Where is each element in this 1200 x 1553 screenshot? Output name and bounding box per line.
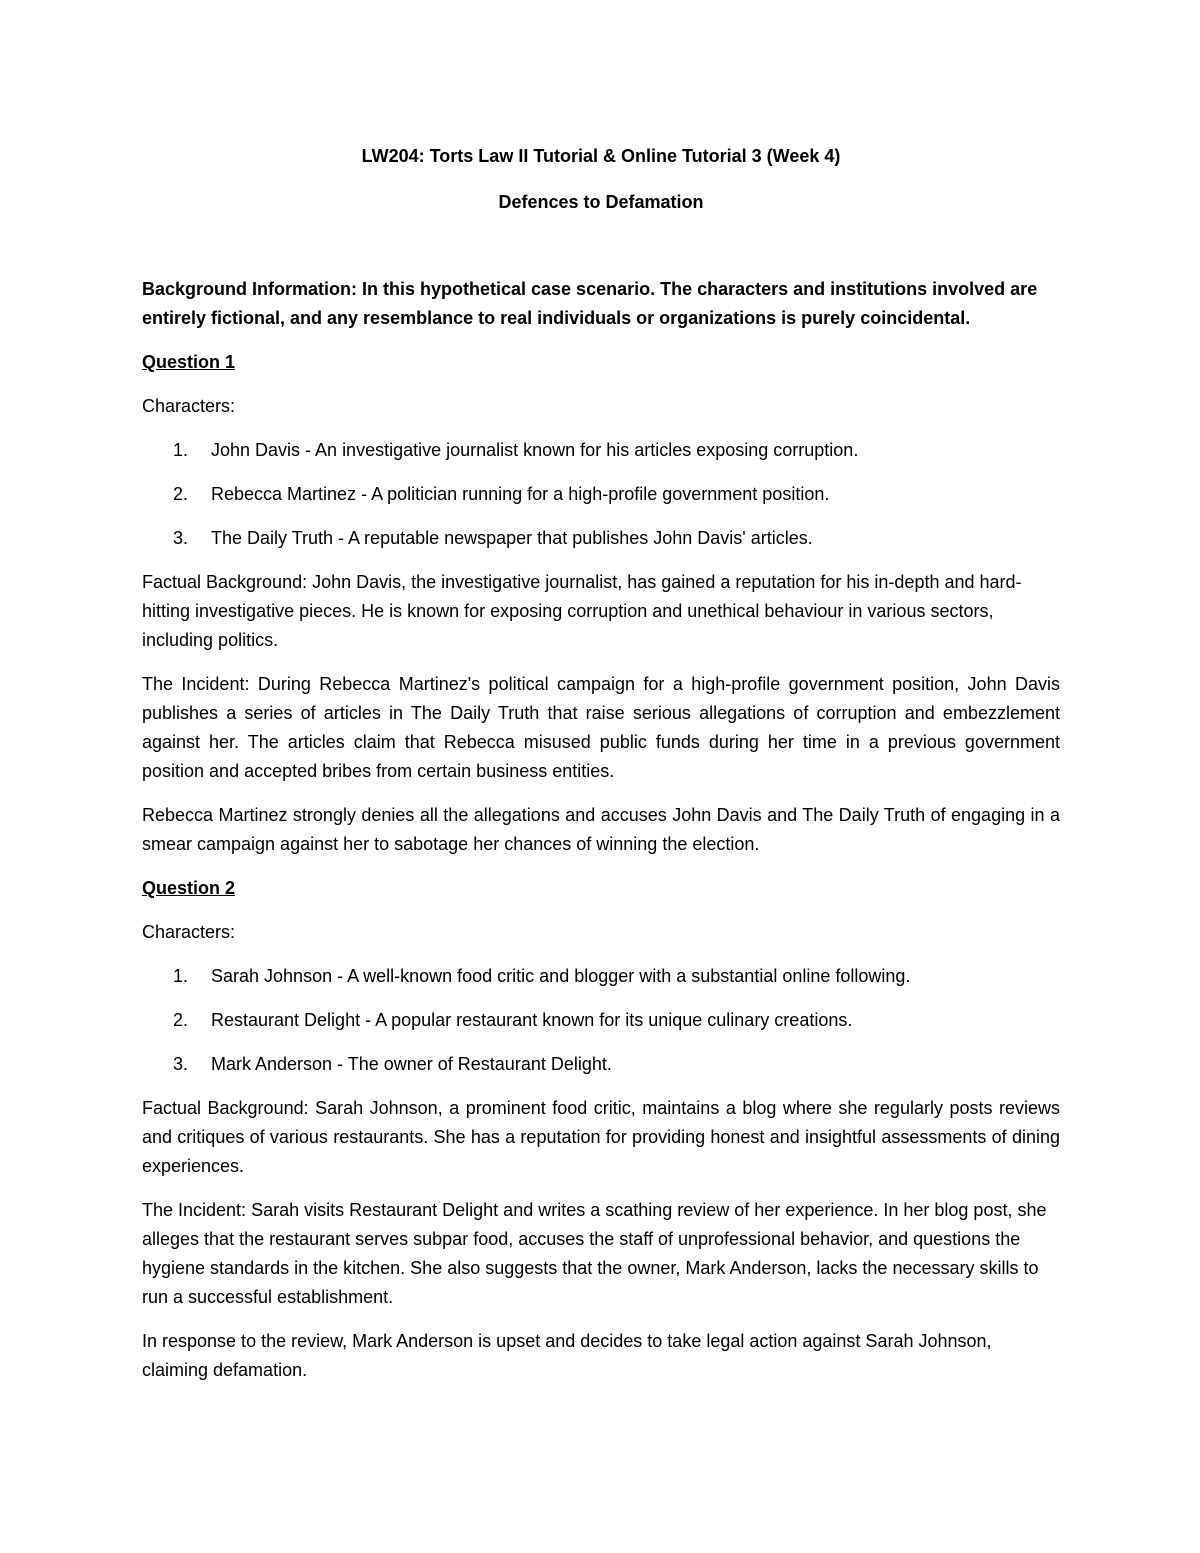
question-2-incident: The Incident: Sarah visits Restaurant Delight and writes a scathing review of her experience. In her blog post, she alleges that the restaurant serves subpar food, accuses the staff of unprofessional behavior, and questions the hygiene standards in the kitchen. She also suggests that the owner, Mark Anderson, lacks the necessary skills to run a successful establishment. — [142, 1200, 1047, 1307]
list-item-text: Mark Anderson - The owner of Restaurant Delight. — [211, 1054, 612, 1074]
question-2-characters-label: Characters: — [142, 922, 236, 942]
question-1-incident: The Incident: During Rebecca Martinez's political campaign for a high-profile government position, John Davis publishes a series of articles in The Daily Truth that raise serious allegations of corruption and embezzlement against her. The articles claim that Rebecca misused public funds during her time in a previous government position and accepted bribes from certain business entities. — [142, 674, 1060, 781]
question-1-characters-label: Characters: — [142, 396, 236, 416]
list-item — [142, 436, 1060, 465]
list-item-number: 2. — [173, 1010, 189, 1030]
list-item-text: Sarah Johnson - A well-known food critic and blogger with a substantial online following. — [211, 966, 911, 986]
question-2-response: In response to the review, Mark Anderson is upset and decides to take legal action against Sarah Johnson, claiming defamation. — [142, 1331, 992, 1380]
background-information: Background Information: In this hypothetical case scenario. The characters and institutions involved are entirely fictional, and any resemblance to real individuals or organizations is purely coincidental. — [142, 279, 1038, 328]
question-1-response: Rebecca Martinez strongly denies all the allegations and accuses John Davis and The Daily Truth of engaging in a smear campaign against her to sabotage her chances of winning the election. — [142, 805, 1060, 854]
list-item-number: 3. — [173, 528, 189, 548]
list-item-number: 3. — [173, 1054, 189, 1074]
list-item-number: 2. — [173, 484, 189, 504]
document-subtitle: Defences to Defamation — [498, 192, 704, 212]
list-item-text: Restaurant Delight - A popular restaurant known for its unique culinary creations. — [211, 1010, 853, 1030]
question-2-heading: Question 2 — [142, 878, 236, 898]
question-2-factual-background: Factual Background: Sarah Johnson, a prominent food critic, maintains a blog where she regularly posts reviews and critiques of various restaurants. She has a reputation for providing honest and insightful assessments of dining experiences. — [142, 1098, 1060, 1176]
list-item — [142, 1050, 1060, 1079]
list-item-number: 1. — [173, 440, 189, 460]
list-item-number: 1. — [173, 966, 189, 986]
list-item-text: John Davis - An investigative journalist known for his articles exposing corruption. — [211, 440, 859, 460]
document-body — [142, 142, 1060, 1400]
question-1-heading: Question 1 — [142, 352, 236, 372]
question-1-character-list — [142, 436, 1060, 553]
list-item — [142, 524, 1060, 553]
list-item — [142, 962, 1060, 991]
document-title: LW204: Torts Law II Tutorial & Online Tutorial 3 (Week 4) — [361, 146, 841, 166]
question-2-character-list — [142, 962, 1060, 1079]
question-1-factual-background: Factual Background: John Davis, the investigative journalist, has gained a reputation for his in-depth and hard-hitting investigative pieces. He is known for exposing corruption and unethical behaviour in various sectors, including politics. — [142, 572, 1022, 650]
list-item-text: The Daily Truth - A reputable newspaper that publishes John Davis' articles. — [211, 528, 813, 548]
list-item — [142, 1006, 1060, 1035]
list-item-text: Rebecca Martinez - A politician running for a high-profile government position. — [211, 484, 830, 504]
list-item — [142, 480, 1060, 509]
